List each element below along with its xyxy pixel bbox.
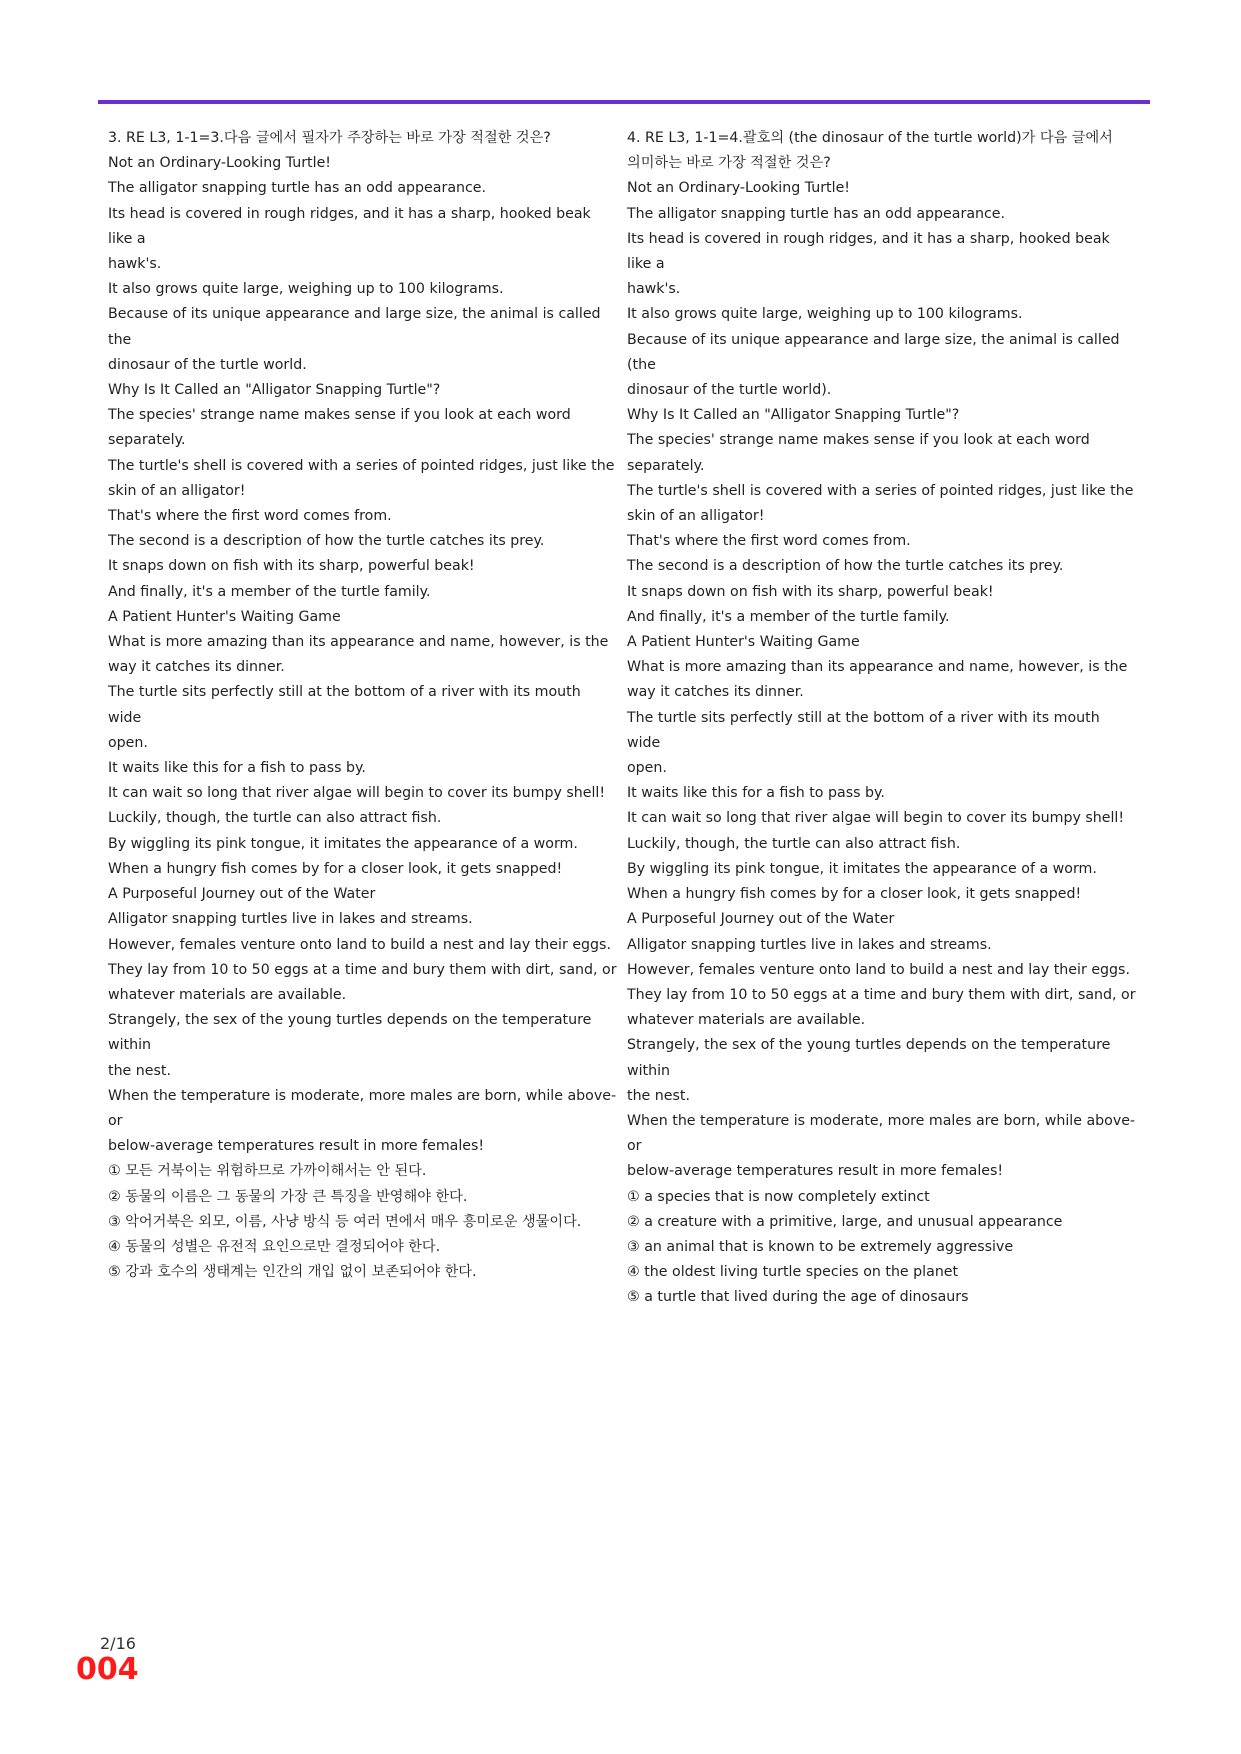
answer-option: ① a species that is now completely extinct: [627, 1188, 930, 1205]
passage-line: hawk's.: [108, 256, 162, 273]
passage-line: separately.: [627, 457, 705, 474]
passage-line: separately.: [108, 432, 186, 449]
passage-line: A Purposeful Journey out of the Water: [627, 911, 895, 928]
passage-line: way it catches its dinner.: [627, 684, 804, 701]
passage-line: It also grows quite large, weighing up to 100 kilograms.: [627, 306, 1023, 323]
passage-line: When the temperature is moderate, more males are born, while above- or: [627, 1112, 1136, 1155]
passage-line: Strangely, the sex of the young turtles depends on the temperature within: [627, 1037, 1111, 1079]
passage-line: dinosaur of the turtle world.: [108, 356, 307, 373]
passage-line: Alligator snapping turtles live in lakes and streams.: [627, 936, 992, 953]
passage-line: Because of its unique appearance and large size, the animal is called (the: [627, 331, 1120, 373]
passage-line: It also grows quite large, weighing up to 100 kilograms.: [108, 281, 504, 298]
passage-line: The alligator snapping turtle has an odd appearance.: [108, 180, 487, 197]
passage-line: It can wait so long that river algae will begin to cover its bumpy shell!: [108, 785, 606, 802]
passage-line: open.: [627, 760, 667, 777]
passage-line: By wiggling its pink tongue, it imitates the appearance of a worm.: [108, 835, 578, 852]
passage-line: The turtle's shell is covered with a series of pointed ridges, just like the: [108, 457, 615, 474]
passage-line: Not an Ordinary-Looking Turtle!: [627, 180, 850, 197]
passage-line: open.: [108, 734, 148, 751]
passage-line: What is more amazing than its appearance and name, however, is the: [108, 634, 609, 651]
passage-line: When a hungry fish comes by for a closer look, it gets snapped!: [627, 886, 1082, 903]
passage-line: They lay from 10 to 50 eggs at a time and bury them with dirt, sand, or: [108, 961, 617, 978]
passage-line: That's where the first word comes from.: [627, 533, 911, 550]
passage-line: It can wait so long that river algae will begin to cover its bumpy shell!: [627, 810, 1125, 827]
passage-line: way it catches its dinner.: [108, 659, 285, 676]
passage-line: However, females venture onto land to build a nest and lay their eggs.: [108, 936, 611, 953]
passage-line: Alligator snapping turtles live in lakes and streams.: [108, 911, 473, 928]
passage-line: hawk's.: [627, 281, 681, 298]
question-3-title: 3. RE L3, 1-1=3.다음 글에서 필자가 주장하는 바로 가장 적절한 것은?: [108, 130, 551, 146]
question-4: [627, 126, 1137, 1311]
passage-line: whatever materials are available.: [627, 1012, 866, 1029]
passage-line: Why Is It Called an "Alligator Snapping Turtle"?: [108, 382, 441, 399]
passage-line: below-average temperatures result in more females!: [108, 1138, 485, 1155]
passage-line: the nest.: [108, 1062, 171, 1079]
passage-line: What is more amazing than its appearance and name, however, is the: [627, 659, 1128, 676]
passage-line: skin of an alligator!: [108, 482, 246, 499]
passage-line: That's where the first word comes from.: [108, 508, 392, 525]
answer-option: ⑤ a turtle that lived during the age of dinosaurs: [627, 1289, 969, 1306]
passage-line: Luckily, though, the turtle can also attract fish.: [627, 835, 961, 852]
answer-option: ② a creature with a primitive, large, and unusual appearance: [627, 1213, 1063, 1230]
answer-option: ④ the oldest living turtle species on the planet: [627, 1264, 959, 1281]
passage-line: It waits like this for a fish to pass by.: [627, 785, 885, 802]
passage-line: The turtle sits perfectly still at the bottom of a river with its mouth wide: [627, 709, 1100, 751]
passage-line: Not an Ordinary-Looking Turtle!: [108, 155, 331, 172]
passage-line: Its head is covered in rough ridges, and it has a sharp, hooked beak like a: [108, 205, 591, 247]
passage-line: The species' strange name makes sense if you look at each word: [627, 432, 1090, 449]
passage-line: The second is a description of how the turtle catches its prey.: [108, 533, 545, 550]
answer-option: ① 모든 거북이는 위험하므로 가까이해서는 안 된다.: [108, 1163, 427, 1180]
passage-line: Its head is covered in rough ridges, and it has a sharp, hooked beak like a: [627, 230, 1110, 273]
passage-line: The alligator snapping turtle has an odd appearance.: [627, 205, 1006, 222]
passage-line: The turtle's shell is covered with a series of pointed ridges, just like the: [627, 482, 1134, 499]
passage-line: By wiggling its pink tongue, it imitates the appearance of a worm.: [627, 860, 1097, 877]
page-code: 004: [76, 1652, 139, 1687]
passage-line: When the temperature is moderate, more males are born, while above- or: [108, 1087, 617, 1129]
answer-option: ④ 동물의 성별은 유전적 요인으로만 결정되어야 한다.: [108, 1238, 441, 1255]
passage-line: A Patient Hunter's Waiting Game: [108, 608, 341, 625]
passage-line: It snaps down on fish with its sharp, powerful beak!: [627, 583, 994, 600]
passage-line: Luckily, though, the turtle can also attract fish.: [108, 810, 442, 827]
passage-line: Because of its unique appearance and large size, the animal is called the: [108, 306, 601, 348]
passage-line: whatever materials are available.: [108, 986, 347, 1003]
passage-line: When a hungry fish comes by for a closer look, it gets snapped!: [108, 860, 563, 877]
answer-option: ③ an animal that is known to be extremely aggressive: [627, 1238, 1014, 1255]
question-title-line: 의미하는 바로 가장 적절한 것은?: [627, 155, 831, 172]
passage-line: It waits like this for a fish to pass by.: [108, 760, 366, 777]
passage-line: A Purposeful Journey out of the Water: [108, 886, 376, 903]
passage-line: A Patient Hunter's Waiting Game: [627, 634, 860, 651]
passage-line: Strangely, the sex of the young turtles depends on the temperature within: [108, 1012, 592, 1054]
top-rule: [98, 100, 1150, 104]
answer-option: ③ 악어거북은 외모, 이름, 사냥 방식 등 여러 면에서 매우 흥미로운 생물이다.: [108, 1213, 582, 1230]
passage-line: below-average temperatures result in more females!: [627, 1163, 1004, 1180]
passage-line: dinosaur of the turtle world).: [627, 382, 832, 399]
question-4-passage: [627, 176, 1137, 1184]
passage-line: However, females venture onto land to build a nest and lay their eggs.: [627, 961, 1130, 978]
passage-line: The species' strange name makes sense if you look at each word: [108, 407, 571, 424]
passage-line: And finally, it's a member of the turtle family.: [627, 608, 950, 625]
passage-line: The second is a description of how the turtle catches its prey.: [627, 558, 1064, 575]
question-4-options: [627, 1185, 1137, 1311]
passage-line: skin of an alligator!: [627, 508, 765, 525]
passage-line: They lay from 10 to 50 eggs at a time and bury them with dirt, sand, or: [627, 986, 1136, 1003]
passage-line: The turtle sits perfectly still at the bottom of a river with its mouth wide: [108, 684, 581, 726]
passage-line: Why Is It Called an "Alligator Snapping Turtle"?: [627, 407, 960, 424]
passage-line: And finally, it's a member of the turtle family.: [108, 583, 431, 600]
page-number: 2/16: [100, 1634, 136, 1653]
answer-option: ② 동물의 이름은 그 동물의 가장 큰 특징을 반영해야 한다.: [108, 1188, 468, 1205]
question-4-title: [627, 126, 1137, 176]
question-3-passage: [108, 151, 618, 1159]
passage-line: the nest.: [627, 1087, 690, 1104]
question-title-line: 4. RE L3, 1-1=4.괄호의 (the dinosaur of the turtle world)가 다음 글에서: [627, 130, 1113, 146]
answer-option: ⑤ 강과 호수의 생태계는 인간의 개입 없이 보존되어야 한다.: [108, 1264, 477, 1281]
question-3: [108, 126, 618, 1285]
question-3-options: [108, 1159, 618, 1285]
passage-line: It snaps down on fish with its sharp, powerful beak!: [108, 558, 475, 575]
